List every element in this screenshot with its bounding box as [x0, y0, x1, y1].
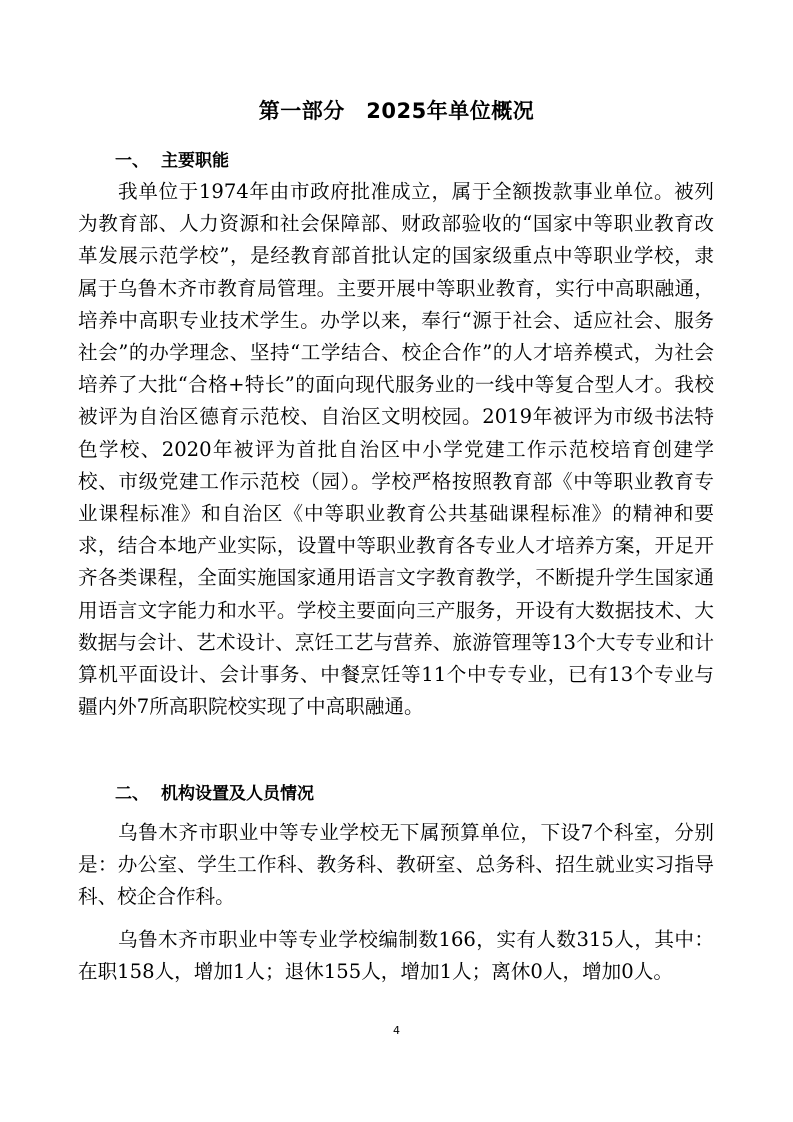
- section-title: 主要职能: [161, 151, 229, 171]
- section-heading-organization: [115, 782, 314, 806]
- section-title: 机构设置及人员情况: [161, 784, 314, 804]
- paragraph-staffing: 乌鲁木齐市职业中等专业学校编制数166，实有人数315人，其中：在职158人，增加1人；退休155人，增加1人；离休0人，增加0人。: [78, 928, 714, 984]
- section-number: 一、: [115, 151, 149, 171]
- page-number: 4: [393, 1024, 400, 1037]
- page-title: 第一部分 2025年单位概况: [258, 99, 535, 123]
- paragraph-departments: 乌鲁木齐市职业中等专业学校无下属预算单位，下设7个科室，分别是：办公室、学生工作科、教务科、教研室、总务科、招生就业实习指导科、校企合作科。: [78, 821, 714, 909]
- paragraph-functions: 我单位于1974年由市政府批准成立，属于全额拨款事业单位。被列为教育部、人力资源和社会保障部、财政部验收的“国家中等职业教育改革发展示范学校”，是经教育部首批认定的国家级重点中等职业学校，隶属于乌鲁木齐市教育局管理。主要开展中等职业教育，实行中高职融通，培养中高职专业技术学生。办学以来，奉行“源于社会、适应社会、服务社会”的办学理念、坚持“工学结合、校企合作”的人才培养模式，为社会培养了大批“合格+特长”的面向现代服务业的一线中等复合型人才。我校被评为自治区德育示范校、自治区文明校园。2019年被评为市级书法特色学校、2020年被评为首批自治区中小学党建工作示范校培育创建学校、市级党建工作示范校（园）。学校严格按照教育部《中等职业教育专业课程标准》和自治区《中等职业教育公共基础课程标准》的精神和要求，结合本地产业实际，设置中等职业教育各专业人才培养方案，开足开齐各类课程，全面实施国家通用语言文字教育教学，不断提升学生国家通用语言文字能力和水平。学校主要面向三产服务，开设有大数据技术、大数据与会计、艺术设计、烹饪工艺与营养、旅游管理等13个大专专业和计算机平面设计、会计事务、中餐烹饪等11个中专专业，已有13个专业与疆内外7所高职院校实现了中高职融通。: [78, 180, 714, 719]
- section-heading-functions: [115, 149, 229, 173]
- section-number: 二、: [115, 784, 149, 804]
